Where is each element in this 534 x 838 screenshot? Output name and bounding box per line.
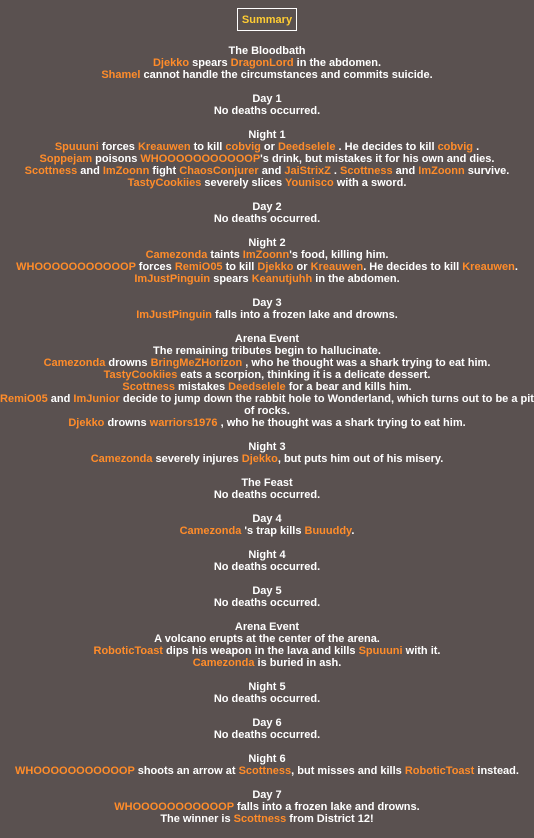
event-line (0, 261, 534, 273)
event-line (0, 525, 534, 537)
event-text: , but misses and kills (291, 765, 405, 777)
section-title: Night 1 (248, 129, 286, 141)
tribute-name: Djekko (257, 261, 294, 273)
tribute-name: Deedselele (228, 381, 286, 393)
tribute-name: WHOOOOOOOOOOOP (15, 765, 135, 777)
event-line (0, 177, 534, 189)
event-line (0, 489, 534, 501)
event-line (0, 453, 534, 465)
section-title: Day 2 (252, 201, 282, 213)
tribute-name: Deedselele (277, 141, 336, 153)
event-line (0, 309, 534, 321)
event-text: instead. (474, 765, 519, 777)
event-line (0, 597, 534, 609)
event-text: with a sword. (333, 177, 407, 189)
event-line (0, 213, 534, 225)
event-line (0, 369, 534, 381)
summary-header (0, 8, 534, 32)
section-title: Night 2 (248, 237, 286, 249)
event-section (0, 585, 534, 609)
tribute-name: RoboticToast (93, 645, 163, 657)
event-text: , who he thought was a shark trying to eat him. (242, 357, 491, 369)
event-text: decide to jump down the rabbit hole to Wonderland, which turns out to be a pit of rocks. (119, 393, 534, 417)
event-line (0, 57, 534, 69)
section-title: Day 5 (252, 585, 282, 597)
section-title: The Bloodbath (228, 45, 306, 57)
event-text: severely injures (152, 453, 242, 465)
event-text: and (77, 165, 103, 177)
event-section (0, 441, 534, 465)
section-title: The Feast (241, 477, 293, 489)
tribute-name: Spuuuni (358, 645, 403, 657)
event-line (0, 561, 534, 573)
event-line (0, 633, 534, 645)
tribute-name: cobvig (225, 141, 261, 153)
event-text: No deaths occurred. (213, 561, 321, 573)
tribute-name: TastyCookiies (103, 369, 178, 381)
event-section (0, 237, 534, 285)
tribute-name: RemiO05 (174, 261, 223, 273)
tribute-name: RoboticToast (404, 765, 475, 777)
tribute-name: Camezonda (43, 357, 106, 369)
event-text: to kill (222, 261, 258, 273)
event-text: in the abdomen. (293, 57, 382, 69)
event-text: for a bear and kills him. (285, 381, 412, 393)
event-line (0, 69, 534, 81)
event-text: taints (207, 249, 243, 261)
event-text: eats a scorpion, thinking it is a delicate dessert. (177, 369, 431, 381)
event-text: is buried in ash. (254, 657, 342, 669)
event-text: No deaths occurred. (213, 213, 321, 225)
event-section (0, 717, 534, 741)
event-line (0, 645, 534, 657)
tribute-name: Scottness (233, 813, 287, 825)
tribute-name: Djekko (241, 453, 278, 465)
event-section (0, 789, 534, 825)
event-text: in the abdomen. (312, 273, 400, 285)
tribute-name: Scottness (24, 165, 78, 177)
section-title: Night 5 (248, 681, 286, 693)
section-title: Arena Event (234, 621, 300, 633)
event-text: and (47, 393, 74, 405)
section-title: Day 7 (252, 789, 282, 801)
event-text: , who he thought was a shark trying to eat him. (217, 417, 466, 429)
event-text: The winner is (160, 813, 234, 825)
event-line (0, 693, 534, 705)
event-section (0, 129, 534, 189)
event-line (0, 801, 534, 813)
tribute-name: ChaosConjurer (179, 165, 259, 177)
section-title: Day 4 (252, 513, 282, 525)
event-text: and (258, 165, 285, 177)
tribute-name: ImJunior (73, 393, 120, 405)
tribute-name: Keanutjuhh (251, 273, 313, 285)
section-title: Day 1 (252, 93, 282, 105)
event-text: . (514, 261, 518, 273)
event-section (0, 549, 534, 573)
event-text: , but puts him out of his misery. (277, 453, 444, 465)
event-text: . (330, 165, 341, 177)
tribute-name: Djekko (152, 57, 190, 69)
section-title: Day 3 (252, 297, 282, 309)
event-line (0, 729, 534, 741)
event-line (0, 813, 534, 825)
event-text: . (473, 141, 480, 153)
section-title: Arena Event (234, 333, 300, 345)
event-text: The remaining tributes begin to hallucinate. (153, 345, 381, 357)
tribute-name: RemiO05 (0, 393, 48, 405)
event-text: fight (149, 165, 180, 177)
event-text: No deaths occurred. (213, 693, 321, 705)
event-text: . He decides to kill (335, 141, 438, 153)
event-text: . (351, 525, 355, 537)
tribute-name: cobvig (437, 141, 474, 153)
summary-button[interactable]: Summary (237, 8, 297, 31)
event-text: spears (189, 57, 231, 69)
tribute-name: Scottness (340, 165, 393, 177)
tribute-name: Kreauwen (462, 261, 515, 273)
event-text: falls into a frozen lake and drowns. (211, 309, 398, 321)
tribute-name: Buuuddy (304, 525, 352, 537)
event-text: poisons (92, 153, 141, 165)
event-text: A volcano erupts at the center of the arena. (154, 633, 380, 645)
event-text: forces (98, 141, 138, 153)
event-text: cannot handle the circumstances and commits suicide. (140, 69, 433, 81)
tribute-name: Shamel (101, 69, 141, 81)
event-line (0, 765, 534, 777)
event-section (0, 333, 534, 429)
tribute-name: ImZoonn (102, 165, 150, 177)
event-text: No deaths occurred. (213, 489, 321, 501)
tribute-name: Camezonda (90, 453, 153, 465)
event-text: No deaths occurred. (213, 597, 321, 609)
tribute-name: JaiStrixZ (284, 165, 331, 177)
event-text: No deaths occurred. (213, 729, 321, 741)
section-title: Day 6 (252, 717, 282, 729)
event-text: or (293, 261, 311, 273)
section-title: Night 4 (248, 549, 286, 561)
event-section (0, 753, 534, 777)
event-section (0, 93, 534, 117)
event-text: to kill (190, 141, 226, 153)
event-text: survive. (464, 165, 510, 177)
event-line (0, 165, 534, 177)
event-text: . He decides to kill (363, 261, 463, 273)
tribute-name: Djekko (68, 417, 105, 429)
event-text: drowns (104, 417, 150, 429)
event-text: dips his weapon in the lava and kills (162, 645, 359, 657)
event-text: No deaths occurred. (213, 105, 321, 117)
event-text: shoots an arrow at (134, 765, 239, 777)
event-text: 's drink, but mistakes it for his own and dies. (260, 153, 495, 165)
event-text: spears (210, 273, 252, 285)
tribute-name: Camezonda (179, 525, 242, 537)
event-text: forces (135, 261, 175, 273)
event-section (0, 201, 534, 225)
tribute-name: TastyCookiies (127, 177, 202, 189)
event-section (0, 297, 534, 321)
section-title: Night 3 (248, 441, 286, 453)
tribute-name: Scottness (238, 765, 292, 777)
tribute-name: Kreauwen (310, 261, 364, 273)
event-section (0, 45, 534, 81)
event-log (0, 45, 534, 825)
event-line (0, 417, 534, 429)
tribute-name: DragonLord (230, 57, 294, 69)
event-line (0, 249, 534, 261)
tribute-name: WHOOOOOOOOOOOP (140, 153, 261, 165)
event-text: with it. (402, 645, 441, 657)
event-text: falls into a frozen lake and drowns. (233, 801, 420, 813)
event-text: drowns (105, 357, 151, 369)
event-text: 's food, killing him. (289, 249, 389, 261)
tribute-name: Camezonda (145, 249, 208, 261)
tribute-name: ImZoonn (418, 165, 465, 177)
tribute-name: Scottness (122, 381, 175, 393)
event-text: from District 12! (286, 813, 374, 825)
event-line (0, 381, 534, 393)
tribute-name: warriors1976 (149, 417, 218, 429)
tribute-name: BringMeZHorizon (150, 357, 243, 369)
tribute-name: ImJustPinguin (134, 273, 211, 285)
tribute-name: WHOOOOOOOOOOOP (16, 261, 136, 273)
tribute-name: ImZoonn (242, 249, 290, 261)
event-line (0, 657, 534, 669)
tribute-name: Spuuuni (54, 141, 99, 153)
event-line (0, 345, 534, 357)
section-title: Night 6 (248, 753, 286, 765)
event-text: severely slices (201, 177, 285, 189)
tribute-name: Kreauwen (137, 141, 191, 153)
event-line (0, 141, 534, 153)
event-section (0, 513, 534, 537)
event-text: 's trap kills (241, 525, 305, 537)
event-section (0, 621, 534, 669)
event-text: or (260, 141, 278, 153)
event-text: and (392, 165, 419, 177)
event-line (0, 273, 534, 285)
event-text: mistakes (174, 381, 229, 393)
event-section (0, 681, 534, 705)
event-line (0, 105, 534, 117)
event-line (0, 393, 534, 417)
tribute-name: Camezonda (192, 657, 255, 669)
tribute-name: Soppejam (39, 153, 93, 165)
event-line (0, 153, 534, 165)
tribute-name: ImJustPinguin (136, 309, 212, 321)
tribute-name: Younisco (284, 177, 334, 189)
event-section (0, 477, 534, 501)
event-line (0, 357, 534, 369)
tribute-name: WHOOOOOOOOOOOP (114, 801, 234, 813)
